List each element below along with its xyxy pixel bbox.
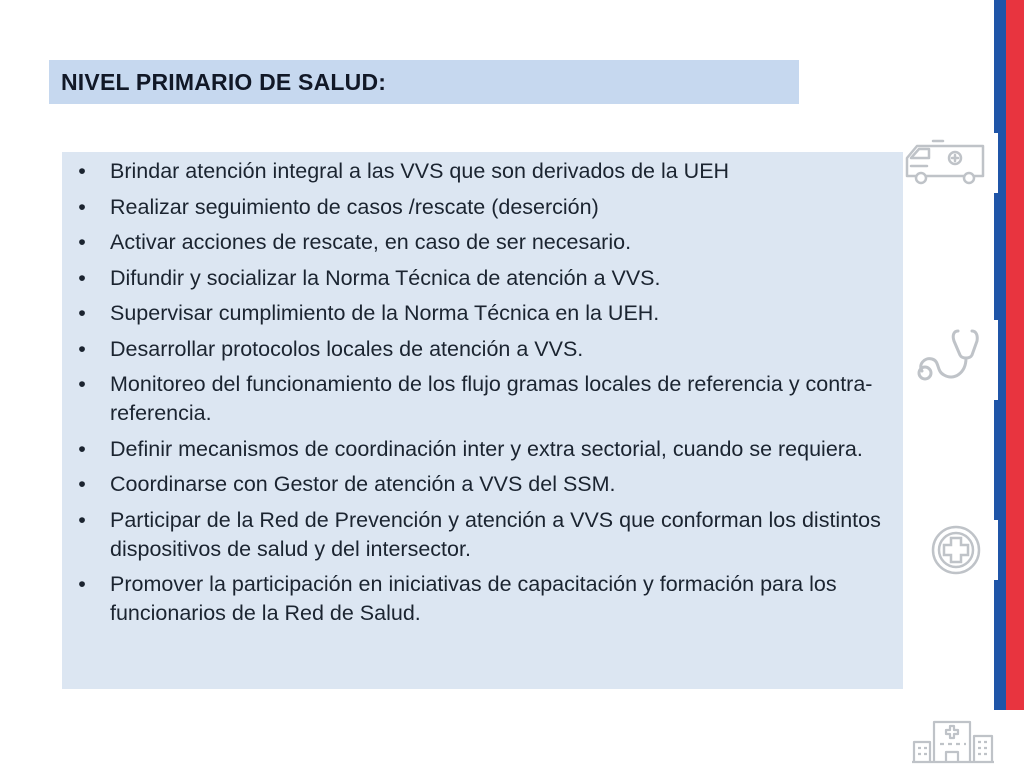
stethoscope-icon: [914, 325, 980, 387]
bullet-marker: •: [78, 301, 86, 325]
ambulance-icon: [903, 138, 989, 188]
list-item: [62, 228, 903, 257]
list-item: [62, 470, 903, 499]
bullet-text: Brindar atención integral a las VVS que son derivados de la UEH: [110, 159, 730, 183]
flag-stripe-red: [1006, 0, 1024, 710]
bullet-text: Desarrollar protocolos locales de atención a VVS.: [110, 336, 584, 361]
title-banner: [49, 60, 799, 104]
hospital-icon: [910, 714, 996, 764]
bullet-marker: •: [78, 507, 86, 532]
bullet-text: Participar de la Red de Prevención y atención a VVS que conforman los distintos dispositivos de salud y del intersector.: [110, 507, 881, 561]
list-item: [62, 335, 903, 364]
slide-title: NIVEL PRIMARIO DE SALUD:: [61, 68, 387, 95]
bullet-text: Realizar seguimiento de casos /rescate (deserción): [110, 194, 599, 219]
list-item: [62, 299, 903, 328]
list-item: [62, 506, 903, 564]
bullet-marker: •: [78, 159, 86, 183]
bullet-list: [62, 157, 903, 635]
bullet-marker: •: [78, 194, 86, 219]
bullet-marker: •: [78, 472, 86, 496]
bullet-marker: •: [78, 265, 86, 290]
bullet-text: Monitoreo del funcionamiento de los flujo gramas locales de referencia y contra-referencia.: [110, 372, 873, 425]
list-item: [62, 570, 903, 628]
bullet-marker: •: [78, 336, 86, 361]
list-item: [62, 370, 903, 428]
list-item: [62, 157, 903, 186]
bullet-text: Difundir y socializar la Norma Técnica de atención a VVS.: [110, 265, 661, 290]
bullet-marker: •: [78, 230, 86, 254]
bullet-marker: •: [78, 572, 86, 596]
bullet-marker: •: [78, 436, 86, 461]
bullet-text: Activar acciones de rescate, en caso de ser necesario.: [110, 230, 632, 254]
list-item: [62, 193, 903, 222]
bullet-text: Definir mecanismos de coordinación inter y extra sectorial, cuando se requiera.: [110, 436, 863, 461]
list-item: [62, 264, 903, 293]
medical-cross-icon: [930, 524, 982, 576]
bullet-text: Coordinarse con Gestor de atención a VVS del SSM.: [110, 472, 616, 496]
bullet-text: Promover la participación en iniciativas de capacitación y formación para los funcionarios de la Red de Salud.: [110, 572, 837, 625]
list-item: [62, 435, 903, 464]
content-panel: [62, 152, 903, 689]
flag-stripe-end: [994, 710, 1024, 768]
bullet-text: Supervisar cumplimiento de la Norma Técnica en la UEH.: [110, 301, 660, 325]
bullet-marker: •: [78, 372, 86, 396]
